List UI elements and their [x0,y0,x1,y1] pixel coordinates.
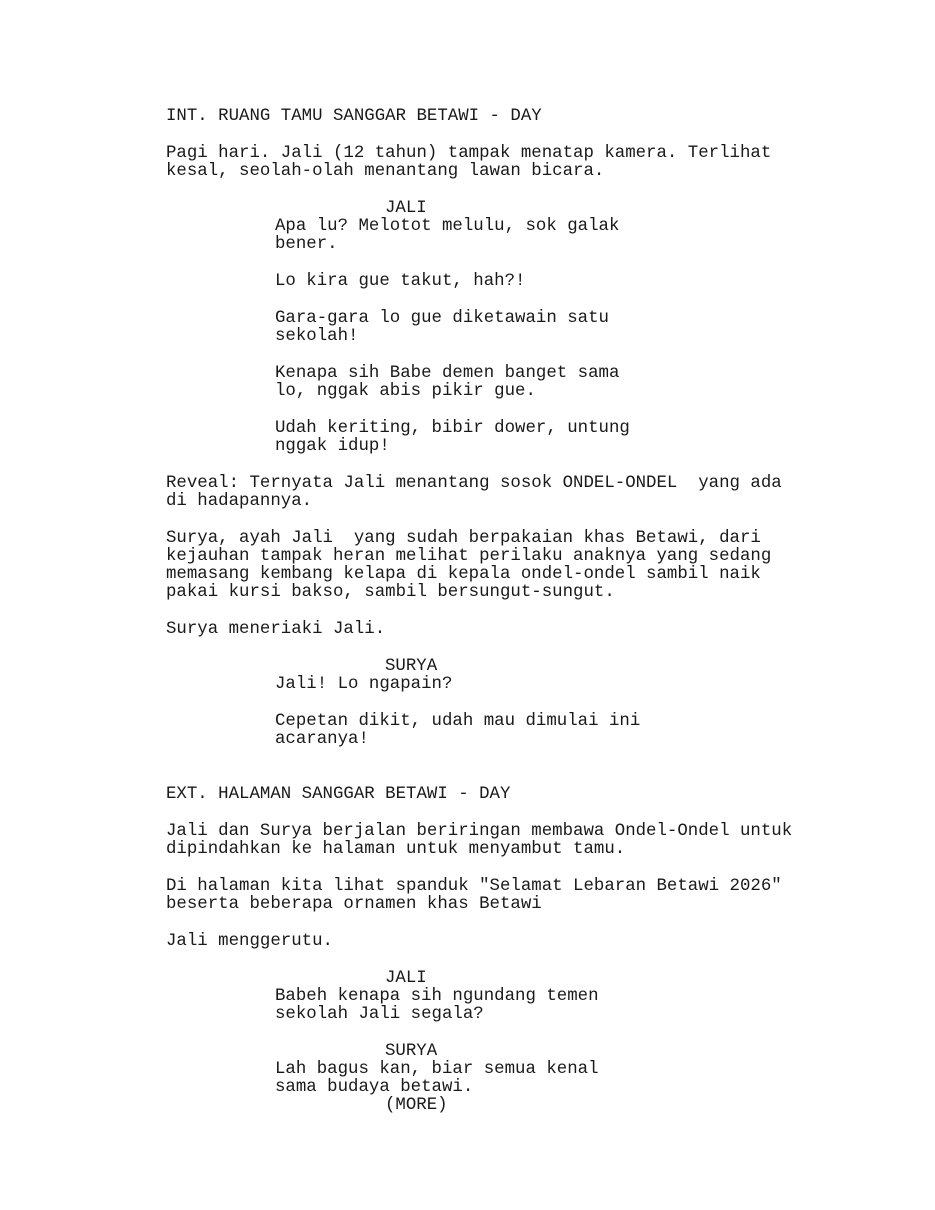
action-line: memasang kembang kelapa di kepala ondel-ondel sambil naik [166,565,761,584]
dialogue-line: Jali! Lo ngapain? [275,675,453,694]
dialogue-line: Udah keriting, bibir dower, untung [275,419,630,438]
dialogue-line: Lo kira gue takut, hah?! [275,272,526,291]
action-line: Di halaman kita lihat spanduk "Selamat Lebaran Betawi 2026" [166,877,782,896]
character-name: JALI [385,969,427,988]
action-line: Surya meneriaki Jali. [166,620,386,639]
dialogue-line: Cepetan dikit, udah mau dimulai ini [275,712,641,731]
action-line: Jali menggerutu. [166,932,333,951]
action-line: Surya, ayah Jali yang sudah berpakaian khas Betawi, dari [166,529,761,548]
dialogue-line: Gara-gara lo gue diketawain satu [275,309,609,328]
action-line: Pagi hari. Jali (12 tahun) tampak menatap kamera. Terlihat [166,144,772,163]
action-line: Jali dan Surya berjalan beriringan membawa Ondel-Ondel untuk [166,822,793,841]
dialogue-line: Kenapa sih Babe demen banget sama [275,364,620,383]
dialogue-line: sekolah! [275,327,359,346]
action-line: kejauhan tampak heran melihat perilaku anaknya yang sedang [166,547,772,566]
dialogue-line: Lah bagus kan, biar semua kenal [275,1060,599,1079]
scene-heading: EXT. HALAMAN SANGGAR BETAWI - DAY [166,785,511,804]
character-name: SURYA [385,1042,438,1061]
action-line: pakai kursi bakso, sambil bersungut-sungut. [166,583,615,602]
dialogue-line: sama budaya betawi. [275,1078,474,1097]
dialogue-line: lo, nggak abis pikir gue. [275,382,536,401]
character-name: SURYA [385,657,438,676]
dialogue-line: Babeh kenapa sih ngundang temen [275,987,599,1006]
scene-heading: INT. RUANG TAMU SANGGAR BETAWI - DAY [166,107,542,126]
dialogue-line: sekolah Jali segala? [275,1005,484,1024]
action-line: di hadapannya. [166,492,313,511]
action-line: dipindahkan ke halaman untuk menyambut tamu. [166,840,626,859]
more-indicator: (MORE) [385,1096,448,1115]
action-line: kesal, seolah-olah menantang lawan bicara. [166,162,605,181]
action-line: Reveal: Ternyata Jali menantang sosok ONDEL-ONDEL yang ada [166,474,782,493]
dialogue-line: bener. [275,235,338,254]
action-line: beserta beberapa ornamen khas Betawi [166,895,542,914]
dialogue-line: nggak idup! [275,437,390,456]
dialogue-line: Apa lu? Melotot melulu, sok galak [275,217,620,236]
dialogue-line: acaranya! [275,730,369,749]
character-name: JALI [385,199,427,218]
